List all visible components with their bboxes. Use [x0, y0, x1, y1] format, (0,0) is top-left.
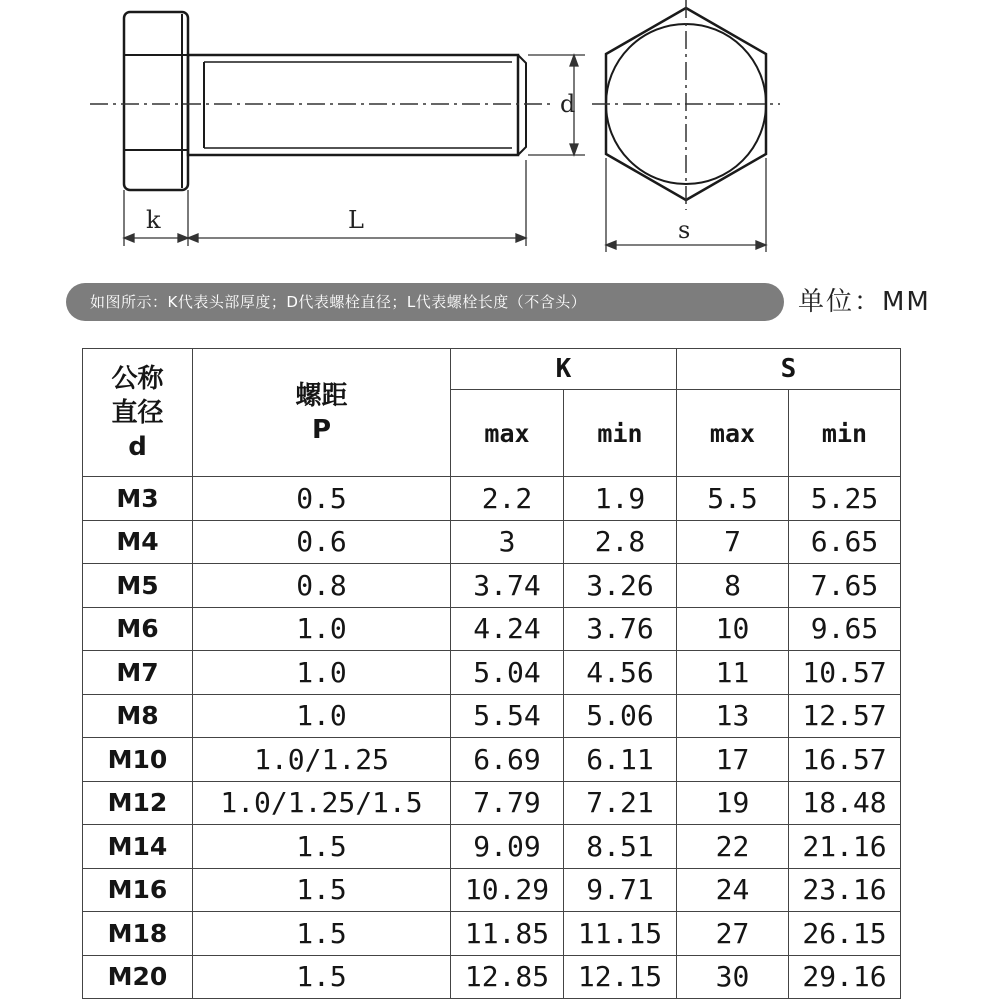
unit-label: 单位：MM — [798, 287, 931, 317]
header-p-line2: P — [311, 414, 332, 445]
cell-k-max: 7.79 — [451, 781, 564, 825]
cell-k-max: 2.2 — [451, 477, 564, 521]
header-k-min: min — [564, 390, 677, 477]
table-row — [83, 955, 901, 999]
description-note: 如图所示：K代表头部厚度；D代表螺栓直径；L代表螺栓长度（不含头） — [66, 283, 784, 321]
cell-k-min: 6.11 — [564, 738, 677, 782]
cell-k-max: 5.04 — [451, 651, 564, 695]
cell-pitch: 1.5 — [193, 825, 451, 869]
cell-s-min: 23.16 — [789, 868, 901, 912]
bolt-head-side — [124, 12, 188, 190]
cell-size: M6 — [83, 607, 193, 651]
header-nominal-diameter — [83, 349, 193, 477]
dim-label-d: d — [560, 90, 576, 118]
table-row — [83, 738, 901, 782]
cell-k-min: 3.26 — [564, 564, 677, 608]
cell-k-max: 3 — [451, 520, 564, 564]
spec-table — [82, 348, 901, 999]
cell-s-max: 19 — [677, 781, 789, 825]
cell-s-min: 18.48 — [789, 781, 901, 825]
cell-s-min: 5.25 — [789, 477, 901, 521]
cell-pitch: 1.5 — [193, 868, 451, 912]
cell-pitch: 1.0 — [193, 651, 451, 695]
cell-k-max: 10.29 — [451, 868, 564, 912]
cell-k-max: 3.74 — [451, 564, 564, 608]
cell-k-min: 7.21 — [564, 781, 677, 825]
cell-s-min: 21.16 — [789, 825, 901, 869]
cell-size: M7 — [83, 651, 193, 695]
header-d-line3: d — [128, 431, 147, 462]
dim-label-s: s — [678, 216, 691, 244]
table-row — [83, 477, 901, 521]
table-row — [83, 607, 901, 651]
cell-s-max: 10 — [677, 607, 789, 651]
cell-size: M4 — [83, 520, 193, 564]
cell-k-max: 11.85 — [451, 912, 564, 956]
cell-size: M16 — [83, 868, 193, 912]
cell-s-max: 5.5 — [677, 477, 789, 521]
cell-k-min: 3.76 — [564, 607, 677, 651]
table-row — [83, 651, 901, 695]
cell-size: M20 — [83, 955, 193, 999]
cell-k-min: 9.71 — [564, 868, 677, 912]
cell-pitch: 0.6 — [193, 520, 451, 564]
dim-label-L: L — [348, 206, 364, 234]
cell-pitch: 1.5 — [193, 912, 451, 956]
cell-s-max: 11 — [677, 651, 789, 695]
header-s-max: max — [677, 390, 789, 477]
spec-table-body — [83, 477, 901, 999]
table-row — [83, 694, 901, 738]
cell-size: M3 — [83, 477, 193, 521]
header-pitch — [193, 349, 451, 477]
cell-pitch: 1.0 — [193, 607, 451, 651]
cell-s-max: 27 — [677, 912, 789, 956]
cell-s-min: 7.65 — [789, 564, 901, 608]
cell-s-max: 13 — [677, 694, 789, 738]
cell-k-max: 4.24 — [451, 607, 564, 651]
cell-s-max: 7 — [677, 520, 789, 564]
cell-k-max: 9.09 — [451, 825, 564, 869]
header-s-min: min — [789, 390, 901, 477]
cell-s-min: 29.16 — [789, 955, 901, 999]
header-s-group: S — [677, 349, 901, 390]
cell-pitch: 1.5 — [193, 955, 451, 999]
header-d-line2: 直径 — [111, 397, 164, 428]
cell-k-min: 12.15 — [564, 955, 677, 999]
bolt-shank — [188, 55, 518, 155]
cell-pitch: 1.0 — [193, 694, 451, 738]
cell-k-min: 4.56 — [564, 651, 677, 695]
cell-pitch: 1.0/1.25 — [193, 738, 451, 782]
cell-size: M18 — [83, 912, 193, 956]
cell-s-min: 12.57 — [789, 694, 901, 738]
cell-size: M5 — [83, 564, 193, 608]
cell-k-max: 6.69 — [451, 738, 564, 782]
cell-k-min: 8.51 — [564, 825, 677, 869]
cell-size: M8 — [83, 694, 193, 738]
table-row — [83, 520, 901, 564]
cell-s-max: 17 — [677, 738, 789, 782]
cell-s-min: 6.65 — [789, 520, 901, 564]
table-row — [83, 564, 901, 608]
cell-size: M12 — [83, 781, 193, 825]
cell-s-min: 16.57 — [789, 738, 901, 782]
cell-s-max: 24 — [677, 868, 789, 912]
cell-s-min: 26.15 — [789, 912, 901, 956]
cell-s-min: 10.57 — [789, 651, 901, 695]
cell-s-max: 30 — [677, 955, 789, 999]
table-row — [83, 912, 901, 956]
cell-s-min: 9.65 — [789, 607, 901, 651]
cell-k-min: 1.9 — [564, 477, 677, 521]
table-row — [83, 825, 901, 869]
header-k-group: K — [451, 349, 677, 390]
table-row — [83, 868, 901, 912]
header-d-line1: 公称 — [111, 363, 164, 394]
bolt-diagram — [0, 0, 1000, 262]
cell-s-max: 8 — [677, 564, 789, 608]
cell-k-max: 5.54 — [451, 694, 564, 738]
cell-size: M10 — [83, 738, 193, 782]
cell-k-min: 2.8 — [564, 520, 677, 564]
cell-s-max: 22 — [677, 825, 789, 869]
cell-pitch: 0.8 — [193, 564, 451, 608]
header-k-max: max — [451, 390, 564, 477]
header-p-line1: 螺距 — [295, 380, 348, 411]
table-row — [83, 781, 901, 825]
cell-pitch: 1.0/1.25/1.5 — [193, 781, 451, 825]
cell-k-max: 12.85 — [451, 955, 564, 999]
dim-label-k: k — [146, 206, 161, 234]
cell-pitch: 0.5 — [193, 477, 451, 521]
cell-k-min: 11.15 — [564, 912, 677, 956]
cell-size: M14 — [83, 825, 193, 869]
cell-k-min: 5.06 — [564, 694, 677, 738]
